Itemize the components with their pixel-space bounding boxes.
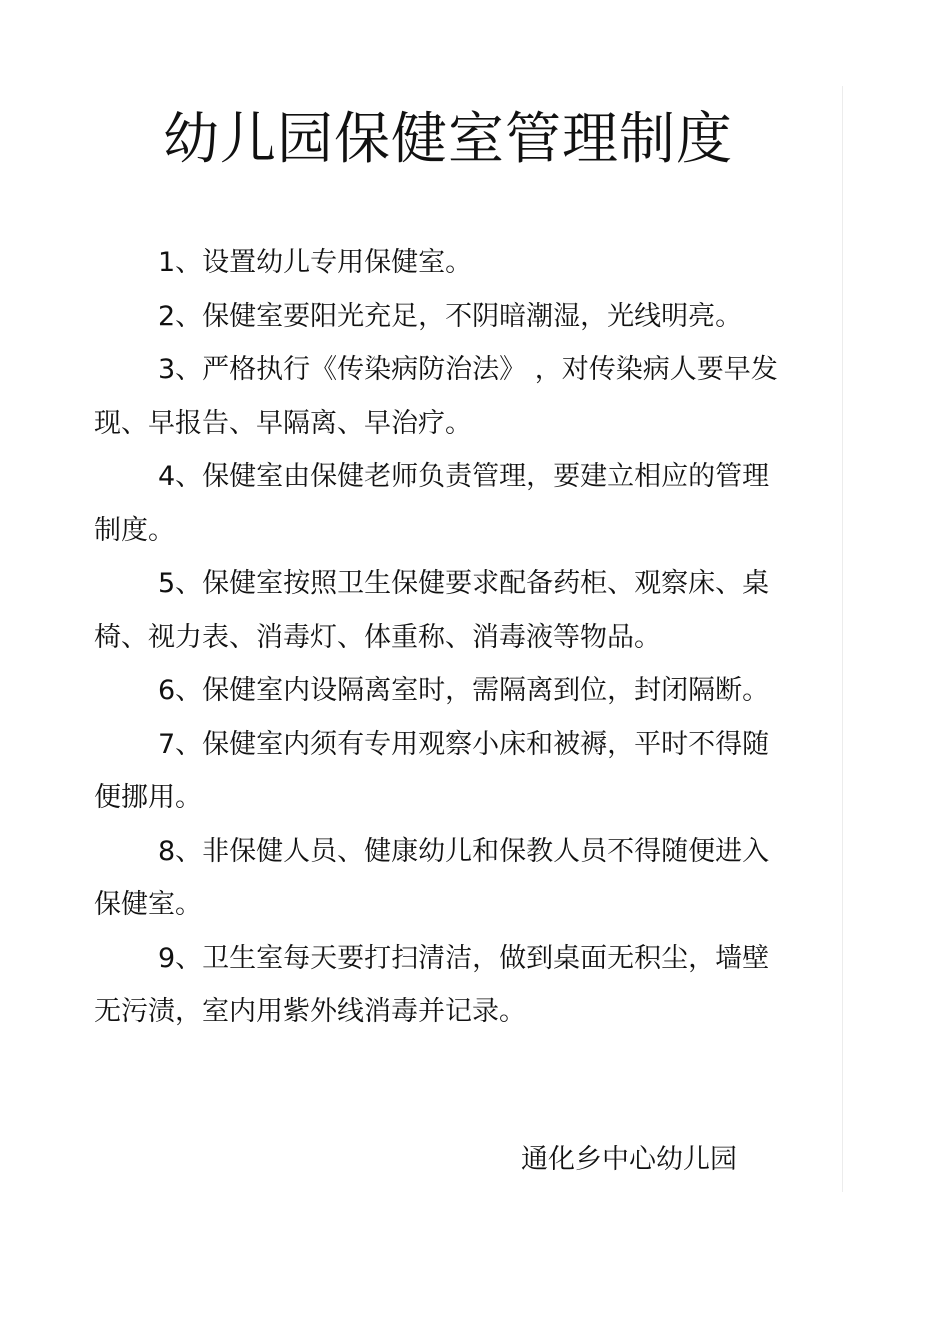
rule-item-5: 5、保健室按照卫生保健要求配备药柜、观察床、桌椅、视力表、消毒灯、体重称、消毒液等物品。 (94, 568, 770, 653)
rule-item-3: 3、严格执行《传染病防治法》 ，对传染病人要早发现、早报告、早隔离、早治疗。 (94, 354, 778, 439)
document-title: 幼儿园保健室管理制度 (163, 107, 733, 172)
rule-item-9: 9、卫生室每天要打扫清洁，做到桌面无积尘，墙壁无污渍，室内用紫外线消毒并记录。 (94, 942, 770, 1027)
rule-item-2: 2、保健室要阳光充足，不阴暗潮湿，光线明亮。 (158, 300, 743, 332)
page-edge-divider (842, 86, 843, 1192)
signature-organization: 通化乡中心幼儿园 (521, 1144, 737, 1175)
rule-item-4: 4、保健室由保健老师负责管理，要建立相应的管理制度。 (94, 461, 770, 546)
rule-item-1: 1、设置幼儿专用保健室。 (158, 247, 473, 278)
rules-list (94, 236, 826, 1039)
rule-item-7: 7、保健室内须有专用观察小床和被褥，平时不得随便挪用。 (94, 728, 770, 813)
rule-item-8: 8、非保健人员、健康幼儿和保教人员不得随便进入保健室。 (94, 835, 770, 920)
rule-item-6: 6、保健室内设隔离室时，需隔离到位，封闭隔断。 (158, 675, 770, 706)
